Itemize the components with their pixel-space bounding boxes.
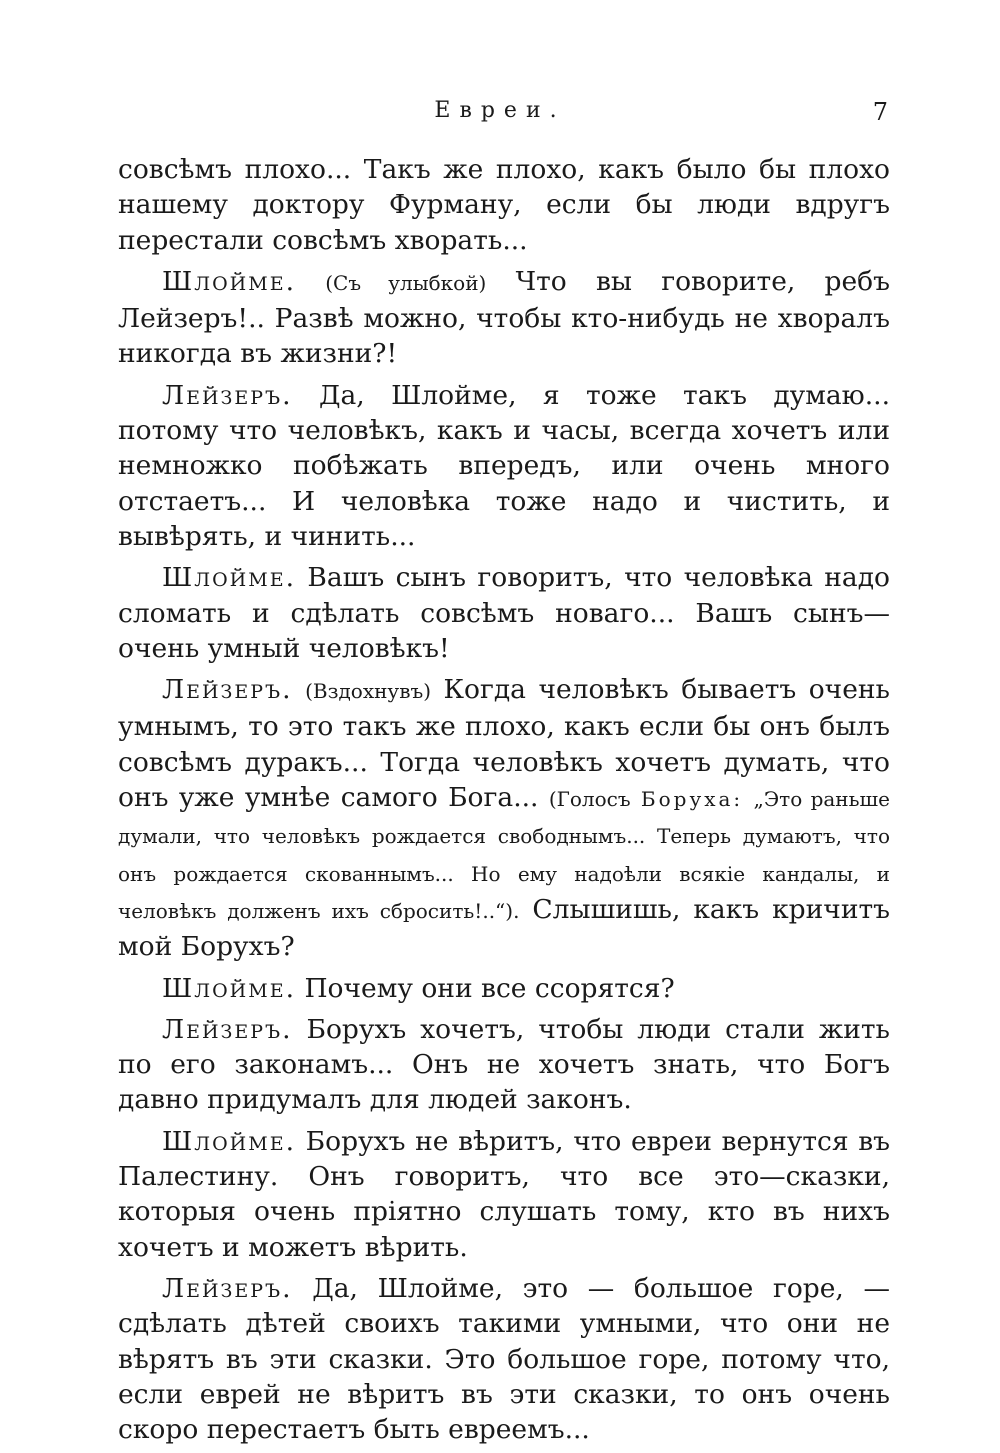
- aside-open: (Голосъ: [548, 787, 631, 812]
- aside-speaker: Боруха:: [640, 787, 744, 812]
- paragraph-5: [118, 672, 890, 964]
- paragraph-4: [118, 560, 890, 666]
- body-text: [118, 152, 890, 1453]
- paragraph-text: Да, Шлойме, я тоже такъ думаю... потому что человѣкъ, какъ и часы, всегда хочетъ или немножко побѣжать впередъ, или очень много отстаетъ... И человѣка тоже надо и чистить, и вывѣрять, и чинить...: [118, 379, 890, 552]
- paragraph-7: [118, 1012, 890, 1118]
- paragraph-text: Борухъ не вѣритъ, что евреи вернутся въ Палестину. Онъ говоритъ, что все это—сказки, которыя очень пріятно слушать тому, кто въ нихъ хочетъ и можетъ вѣрить.: [118, 1125, 890, 1263]
- paragraph-text-after: Слышишь, какъ кричитъ мой Борухъ?: [118, 893, 890, 963]
- paragraph-text: Борухъ хочетъ, чтобы люди стали жить по его законамъ... Онъ не хочетъ знать, что Богъ давно придумалъ для людей законъ.: [118, 1013, 890, 1116]
- paragraph-2: [118, 264, 890, 372]
- speaker-name: Шлойме.: [162, 1125, 296, 1157]
- paragraph-1: [118, 152, 890, 258]
- speaker-name: Лейзеръ.: [162, 1272, 293, 1304]
- paragraph-text: Когда человѣкъ бываетъ очень умнымъ, то это такъ же плохо, какъ если бы онъ былъ совсѣмъ дуракъ... Тогда человѣкъ хочетъ думать, что онъ уже умнѣе самого Бога...: [118, 674, 890, 814]
- running-head: [0, 98, 1000, 134]
- speaker-name: Шлойме.: [162, 562, 296, 594]
- paragraph-9: [118, 1271, 890, 1447]
- speaker-name: Лейзеръ.: [162, 1013, 293, 1045]
- paragraph-3: [118, 378, 890, 554]
- stage-direction: (Съ улыбкой): [325, 270, 487, 295]
- paragraph-text: Да, Шлойме, это — большое горе, — сдѣлать дѣтей своихъ такими умными, что они не вѣрятъ въ эти сказки. Это большое горе, потому что, если еврей не вѣритъ въ эти сказки, то онъ очень скоро перестаетъ быть евреемъ...: [118, 1272, 890, 1446]
- speaker-name: Лейзеръ.: [162, 674, 293, 706]
- paragraph-8: [118, 1124, 890, 1265]
- paragraph-text: Почему они все ссорятся?: [304, 972, 675, 1004]
- stage-direction: (Вздохнувъ): [305, 679, 431, 704]
- paragraph-text: Что вы говорите, ребъ Лейзеръ!.. Развѣ можно, чтобы кто-нибудь не хворалъ никогда въ жизни?!: [118, 265, 890, 370]
- paragraph-6: [118, 971, 890, 1006]
- paragraph-text: Вашъ сынъ говоритъ, что человѣка надо сломать и сдѣлать совсѣмъ новаго... Вашъ сынъ—очень умный человѣкъ!: [118, 562, 890, 664]
- speaker-name: Шлойме.: [162, 265, 296, 297]
- speaker-name: Лейзеръ.: [162, 379, 293, 411]
- running-title: Евреи.: [434, 98, 566, 123]
- paragraph-text: совсѣмъ плохо... Такъ же плохо, какъ было бы плохо нашему доктору Фурману, если бы люди вдругъ перестали совсѣмъ хворать...: [118, 154, 890, 256]
- aside-text: „Это раньше думали, что человѣкъ рождается свободнымъ... Теперь думаютъ, что онъ рождается скованнымъ... Но ему надоѣли всякіе кандалы, и человѣкъ долженъ ихъ сбросить!..“).: [118, 787, 890, 923]
- speaker-name: Шлойме.: [162, 972, 296, 1004]
- page-number: 7: [872, 98, 888, 126]
